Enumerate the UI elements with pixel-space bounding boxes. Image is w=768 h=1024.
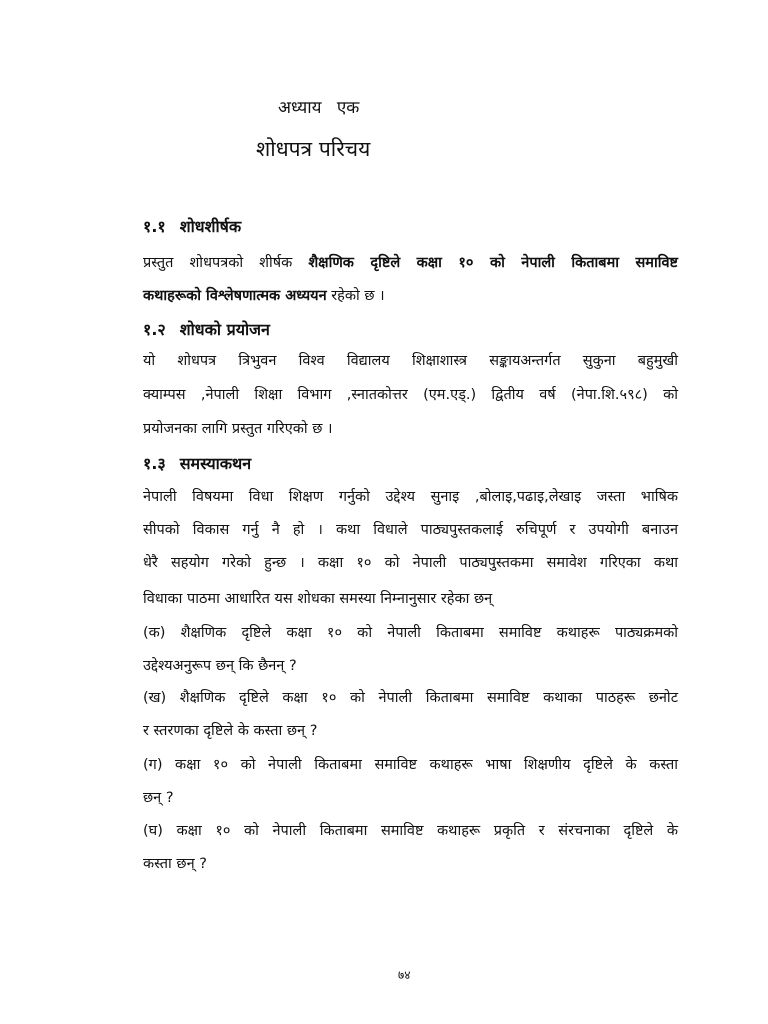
text-run: रहेको छ । xyxy=(326,288,385,304)
section-title: समस्याकथन xyxy=(179,454,252,473)
paragraph-line: सीपको विकास गर्नु नै हो । कथा विधाले पाठ्यपुस्तकलाई रुचिपूर्ण र उपयोगी बनाउन xyxy=(143,522,678,538)
paragraph-line: प्रयोजनका लागि प्रस्तुत गरिएको छ । xyxy=(143,421,333,437)
section-number: १.१ xyxy=(143,217,166,236)
chapter-label: अध्याय एक xyxy=(278,98,360,118)
paragraph-line: क्याम्पस ,नेपाली शिक्षा विभाग ,स्नातकोत्तर (एम.एड्.) द्वितीय वर्ष (नेपा.शि.५९८) को xyxy=(143,387,678,403)
paragraph-line: धेरै सहयोग गरेको हुन्छ । कक्षा १० को नेपाली पाठ्यपुस्तकमा समावेश गरिएका कथा xyxy=(143,555,678,571)
question-line: छन् ? xyxy=(143,790,174,806)
bold-text-run: शैक्षणिक दृष्टिले कक्षा १० को नेपाली किताबमा समाविष्ट xyxy=(308,255,678,271)
paragraph-line: नेपाली विषयमा विधा शिक्षण गर्नुको उद्देश्य सुनाइ ,बोलाइ,पढाइ,लेखाइ जस्ता भाषिक xyxy=(143,489,678,505)
section-heading-1-1 xyxy=(143,215,241,237)
question-line: (क) शैक्षणिक दृष्टिले कक्षा १० को नेपाली किताबमा समाविष्ट कथाहरू पाठ्यक्रमको xyxy=(143,625,678,641)
question-line: उद्देश्यअनुरूप छन् कि छैनन् ? xyxy=(143,658,297,674)
text-run: प्रस्तुत शोधपत्रको शीर्षक xyxy=(143,255,309,271)
section-heading-1-2 xyxy=(143,318,270,340)
section-number: १.२ xyxy=(143,320,166,339)
question-line: र स्तरणका दृष्टिले के कस्ता छन् ? xyxy=(143,723,318,739)
paragraph-line xyxy=(143,252,678,272)
question-line: कस्ता छन् ? xyxy=(143,856,207,872)
section-title: शोधशीर्षक xyxy=(179,217,242,236)
paragraph-line xyxy=(143,285,678,305)
question-line: (घ) कक्षा १० को नेपाली किताबमा समाविष्ट कथाहरू प्रकृति र संरचनाका दृष्टिले के xyxy=(143,823,678,839)
paragraph-line: यो शोधपत्र त्रिभुवन विश्व विद्यालय शिक्षाशास्त्र सङ्कायअन्तर्गत सुकुना बहुमुखी xyxy=(143,353,678,369)
page-title: शोधपत्र परिचय xyxy=(256,137,371,161)
page-number: ७४ xyxy=(398,968,411,982)
question-line: (ख) शैक्षणिक दृष्टिले कक्षा १० को नेपाली किताबमा समाविष्ट कथाका पाठहरू छनोट xyxy=(143,690,678,706)
bold-text-run: कथाहरूको विश्लेषणात्मक अध्ययन xyxy=(143,288,327,304)
paragraph-line: विधाका पाठमा आधारित यस शोधका समस्या निम्नानुसार रहेका छन् xyxy=(143,591,493,607)
question-line: (ग) कक्षा १० को नेपाली किताबमा समाविष्ट कथाहरू भाषा शिक्षणीय दृष्टिले के कस्ता xyxy=(143,757,678,773)
section-heading-1-3 xyxy=(143,452,251,474)
section-title: शोधको प्रयोजन xyxy=(179,320,270,339)
section-number: १.३ xyxy=(143,454,166,473)
